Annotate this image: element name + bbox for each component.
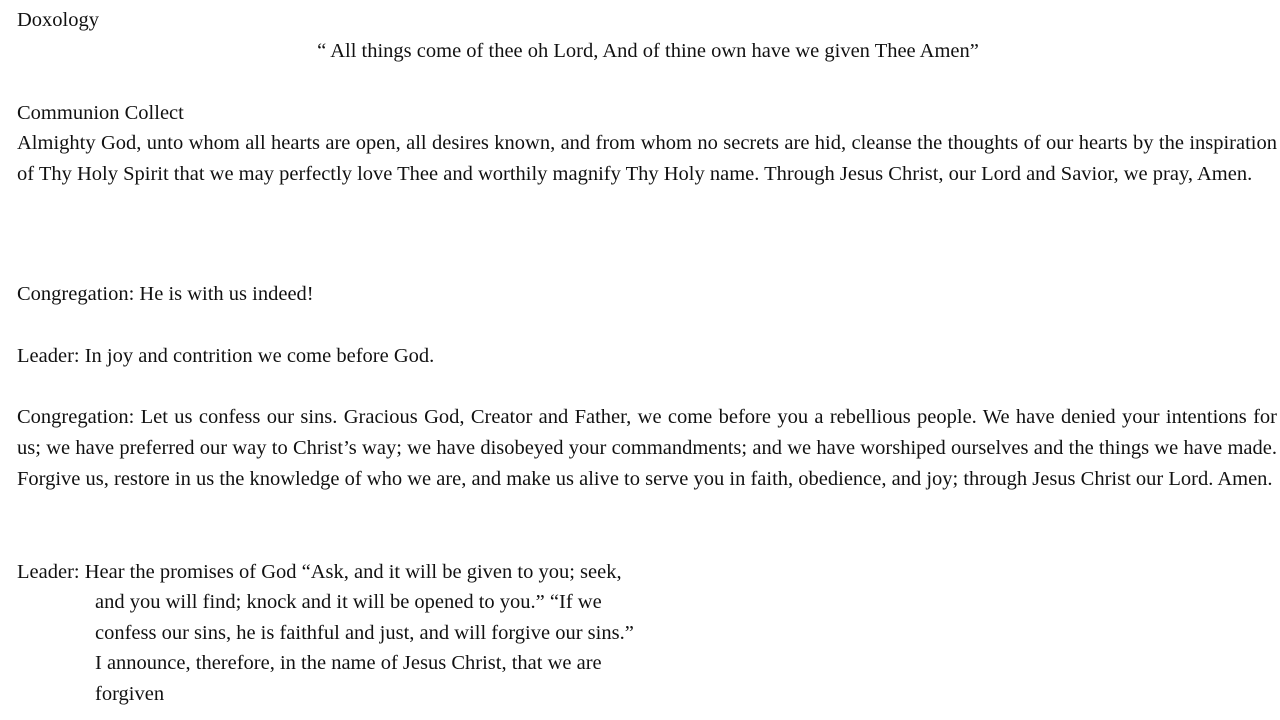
assurance-continuation — [95, 587, 795, 709]
congregation-response: Congregation: He is with us indeed! — [17, 283, 314, 305]
doxology-heading: Doxology — [17, 9, 99, 31]
communion-collect-text: Almighty God, unto whom all hearts are open, all desires known, and from whom no secrets are hid, cleanse the thoughts of our hearts by the inspiration of Thy Holy Spirit that we may perfectly love Thee and worthily magnify Thy Holy name. Through Jesus Christ, our Lord and Savior, we pray, Amen. — [17, 132, 1277, 185]
assurance-line: forgiven — [95, 682, 165, 705]
assurance-line: confess our sins, he is faithful and just, and will forgive our sins.” — [95, 621, 634, 644]
confession-text: Congregation: Let us confess our sins. Gracious God, Creator and Father, we come before you a rebellious people. We have denied your intentions for us; we have preferred our way to Christ’s way; we have disobeyed your commandments; and we have worshiped ourselves and the things we have made. Forgive us, restore in us the knowledge of who we are, and make us alive to serve you in faith, obedience, and joy; through Jesus Christ our Lord. Amen. — [17, 406, 1277, 490]
doxology-verse: “ All things come of thee oh Lord, And of thine own have we given Thee Amen” — [317, 40, 979, 62]
assurance-line: and you will find; knock and it will be opened to you.” “If we — [95, 591, 602, 613]
communion-collect-heading: Communion Collect — [17, 102, 184, 124]
assurance-first-line: Leader: Hear the promises of God “Ask, and it will be given to you; seek, — [17, 561, 622, 583]
assurance-line: I announce, therefore, in the name of Jesus Christ, that we are — [95, 652, 602, 674]
leader-response: Leader: In joy and contrition we come before God. — [17, 345, 435, 367]
